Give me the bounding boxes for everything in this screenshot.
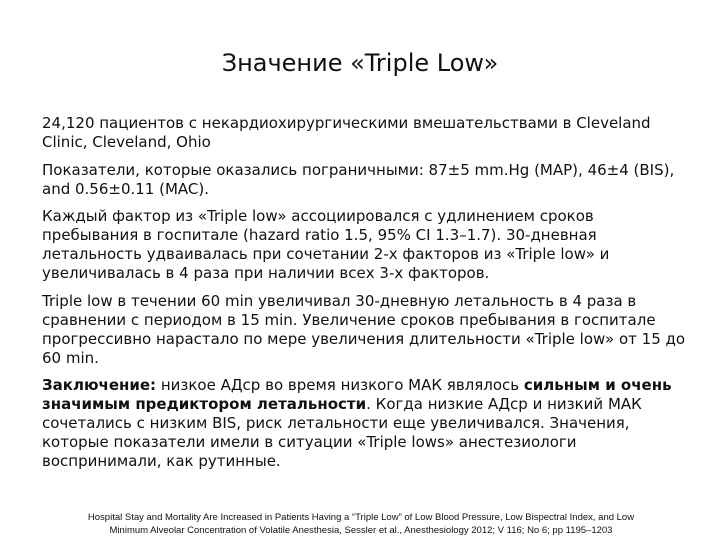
citation-line-1: Hospital Stay and Mortality Are Increased in Patients Having a “Triple Low” of Low Blood Pressure, Low Bispectral Index, and Low xyxy=(87,512,635,523)
conclusion-emphasis: сильным и очень значимым предиктором летальности xyxy=(42,376,672,413)
paragraph-thresholds: Показатели, которые оказались пограничными: 87±5 mm.Hg (MAP), 46±4 (BIS), and 0.56±0.11 (MAC). xyxy=(42,160,675,198)
conclusion-label: Заключение: xyxy=(42,376,157,394)
slide-body xyxy=(42,114,690,480)
slide-title: Значение «Triple Low» xyxy=(221,49,499,77)
citation-footer xyxy=(30,511,692,537)
paragraph-factors: Каждый фактор из «Triple low» ассоциировался с удлинением сроков пребывания в госпитале (hazard ratio 1.5, 95% CI 1.3–1.7). 30-дневная летальность удваивалась при сочетании 2-х факторов из «Triple low» и увеличивалась в 4 раза при наличии всех 3-х факторов. xyxy=(42,207,610,282)
paragraph-conclusion xyxy=(42,376,690,471)
conclusion-text-start: низкое АДср во время низкого МАК являлось xyxy=(156,376,524,394)
paragraph-patients: 24,120 пациентов с некардиохирургическими вмешательствами в Cleveland Clinic, Cleveland, Ohio xyxy=(42,114,651,151)
paragraph-duration: Triple low в течении 60 min увеличивал 30-дневную летальность в 4 раза в сравнении с периодом в 15 min. Увеличение сроков пребывания в госпитале прогрессивно нарастало по мере увеличения длительности «Triple low» от 15 до 60 min. xyxy=(42,291,686,367)
conclusion-text-end: . Когда низкие АДср и низкий МАК сочетались с низким BIS, риск летальности еще увеличивался. Значения, которые показатели имели в ситуации «Triple lows» анестезиологи воспринимали, как рутинные. xyxy=(42,395,642,470)
citation-line-2: Minimum Alveolar Concentration of Volatile Anesthesia, Sessler et al., Anesthesiology 2012; V 116; No 6; pp 1195–1203 xyxy=(109,525,613,536)
